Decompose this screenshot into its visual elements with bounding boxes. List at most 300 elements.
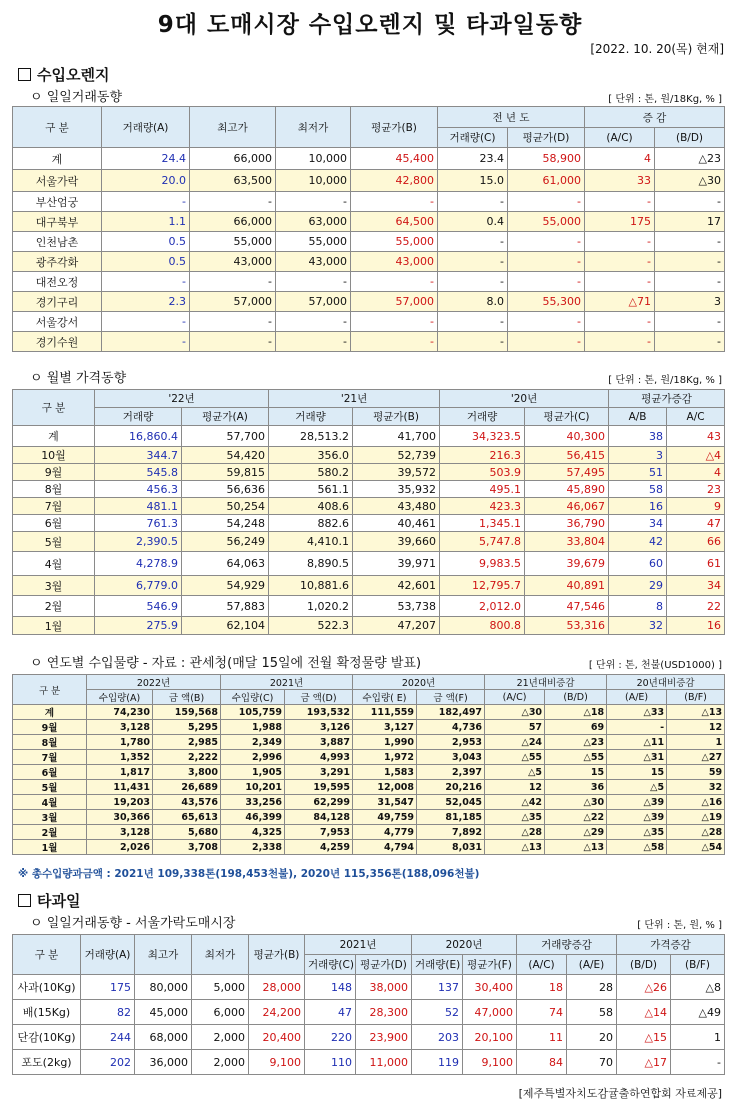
table-cell: 43,000 bbox=[190, 252, 276, 272]
table-row bbox=[13, 272, 725, 292]
table-cell: 33,804 bbox=[525, 532, 609, 552]
col-header: 거래량증감 bbox=[517, 935, 617, 955]
table-cell: 3,128 bbox=[87, 720, 153, 735]
table-cell: 70 bbox=[567, 1050, 617, 1075]
fruit-unit: [ 단위 : 톤, 원, % ] bbox=[637, 920, 722, 931]
table-cell: 18 bbox=[517, 975, 567, 1000]
monthly-unit: [ 단위 : 톤, 원/18Kg, % ] bbox=[608, 375, 722, 386]
table-row bbox=[13, 464, 725, 481]
table-cell: - bbox=[102, 312, 190, 332]
table-cell: 10,201 bbox=[221, 780, 285, 795]
row-label: 9월 bbox=[13, 464, 95, 481]
col-header: 2020년 bbox=[353, 675, 485, 690]
col-header: 거래량(E) bbox=[412, 955, 463, 975]
table-cell: - bbox=[276, 192, 351, 212]
table-cell: 1,780 bbox=[87, 735, 153, 750]
table-cell: 57,000 bbox=[276, 292, 351, 312]
table-cell: 60 bbox=[609, 552, 667, 576]
checkbox-square-icon bbox=[18, 68, 31, 81]
table-cell: 56,636 bbox=[182, 481, 269, 498]
table-cell: 4,325 bbox=[221, 825, 285, 840]
table-cell: 3,291 bbox=[285, 765, 353, 780]
table-cell: - bbox=[438, 252, 508, 272]
table-cell: 216.3 bbox=[440, 447, 525, 464]
table-row bbox=[13, 292, 725, 312]
table-cell: 54,929 bbox=[182, 576, 269, 596]
table-cell: 800.8 bbox=[440, 617, 525, 635]
table-cell: 50,254 bbox=[182, 498, 269, 515]
table-cell: 1,817 bbox=[87, 765, 153, 780]
table-cell: 53,738 bbox=[353, 596, 440, 617]
row-label: 배(15Kg) bbox=[13, 1000, 81, 1025]
table-cell: 8,031 bbox=[417, 840, 485, 855]
table-cell: 119 bbox=[412, 1050, 463, 1075]
table-cell: 4 bbox=[667, 464, 725, 481]
table-cell: 761.3 bbox=[95, 515, 182, 532]
col-header: 거래량 bbox=[269, 408, 353, 426]
table-row bbox=[13, 720, 725, 735]
table-cell: △33 bbox=[607, 705, 667, 720]
table-row bbox=[13, 750, 725, 765]
table-cell: 54,420 bbox=[182, 447, 269, 464]
table-cell: 0.5 bbox=[102, 232, 190, 252]
table-cell: 2,953 bbox=[417, 735, 485, 750]
table-cell: △16 bbox=[667, 795, 725, 810]
table-cell: 12,795.7 bbox=[440, 576, 525, 596]
table-cell: 32 bbox=[667, 780, 725, 795]
table-cell: 2.3 bbox=[102, 292, 190, 312]
table-row bbox=[13, 1050, 725, 1075]
col-header: A/C bbox=[667, 408, 725, 426]
row-label: 단감(10Kg) bbox=[13, 1025, 81, 1050]
table-cell: △31 bbox=[607, 750, 667, 765]
table-cell: △19 bbox=[667, 810, 725, 825]
table-cell: 41,700 bbox=[353, 426, 440, 447]
table-row bbox=[13, 1025, 725, 1050]
table-cell: 36 bbox=[545, 780, 607, 795]
table-cell: 10,000 bbox=[276, 148, 351, 170]
table-cell: - bbox=[276, 332, 351, 352]
table-cell: 10,881.6 bbox=[269, 576, 353, 596]
table-cell: 74,230 bbox=[87, 705, 153, 720]
table-cell: - bbox=[438, 272, 508, 292]
col-header: 거래량 bbox=[95, 408, 182, 426]
table-cell: 4 bbox=[585, 148, 655, 170]
table-cell: △55 bbox=[545, 750, 607, 765]
table-cell: 34,323.5 bbox=[440, 426, 525, 447]
table-cell: △26 bbox=[617, 975, 671, 1000]
daily-subtitle: ㅇ 일일거래동향 bbox=[30, 90, 123, 105]
table-row bbox=[13, 795, 725, 810]
table-cell: 45,000 bbox=[135, 1000, 192, 1025]
row-label: 2월 bbox=[13, 825, 87, 840]
table-cell: △18 bbox=[545, 705, 607, 720]
total-row bbox=[13, 705, 725, 720]
table-cell: 59,815 bbox=[182, 464, 269, 481]
table-cell: 52,739 bbox=[353, 447, 440, 464]
table-cell: - bbox=[351, 192, 438, 212]
table-cell: △5 bbox=[607, 780, 667, 795]
row-label: 대구북부 bbox=[13, 212, 102, 232]
table-cell: - bbox=[438, 232, 508, 252]
table-cell: 47,000 bbox=[463, 1000, 517, 1025]
table-cell: 9,100 bbox=[249, 1050, 305, 1075]
table-cell: 15 bbox=[545, 765, 607, 780]
table-row bbox=[13, 170, 725, 192]
table-cell: 19,595 bbox=[285, 780, 353, 795]
table-cell: 52 bbox=[412, 1000, 463, 1025]
table-cell: 11 bbox=[517, 1025, 567, 1050]
table-cell: 344.7 bbox=[95, 447, 182, 464]
col-header: '21년 bbox=[269, 390, 440, 408]
table-cell: 39,660 bbox=[353, 532, 440, 552]
table-cell: 137 bbox=[412, 975, 463, 1000]
col-header: (B/F) bbox=[667, 690, 725, 705]
table-cell: 42 bbox=[609, 532, 667, 552]
yearly-table bbox=[12, 674, 725, 855]
col-header: 평균가(C) bbox=[525, 408, 609, 426]
table-row bbox=[13, 975, 725, 1000]
table-cell: 3 bbox=[655, 292, 725, 312]
table-cell: 0.5 bbox=[102, 252, 190, 272]
table-cell: 2,026 bbox=[87, 840, 153, 855]
table-cell: △29 bbox=[545, 825, 607, 840]
table-cell: 23 bbox=[667, 481, 725, 498]
table-row bbox=[13, 481, 725, 498]
table-cell: 503.9 bbox=[440, 464, 525, 481]
row-label: 광주각화 bbox=[13, 252, 102, 272]
table-cell: 1,020.2 bbox=[269, 596, 353, 617]
table-cell: 36,790 bbox=[525, 515, 609, 532]
row-label: 7월 bbox=[13, 498, 95, 515]
table-cell: 7,953 bbox=[285, 825, 353, 840]
table-cell: 38,000 bbox=[356, 975, 412, 1000]
row-label: 6월 bbox=[13, 515, 95, 532]
table-cell: 57,700 bbox=[182, 426, 269, 447]
col-header: 거래량(C) bbox=[438, 128, 508, 148]
table-cell: 1,352 bbox=[87, 750, 153, 765]
table-cell: - bbox=[607, 720, 667, 735]
table-cell: 28,000 bbox=[249, 975, 305, 1000]
table-cell: △55 bbox=[485, 750, 545, 765]
table-cell: △4 bbox=[667, 447, 725, 464]
table-cell: △13 bbox=[485, 840, 545, 855]
table-cell: 40,891 bbox=[525, 576, 609, 596]
yearly-note: ※ 총수입량과금액 : 2021년 109,338톤(198,453천불), 2020년 115,356톤(188,096천불) bbox=[18, 868, 480, 880]
row-label: 1월 bbox=[13, 840, 87, 855]
table-row bbox=[13, 735, 725, 750]
table-cell: 58 bbox=[609, 481, 667, 498]
table-cell: 62,104 bbox=[182, 617, 269, 635]
table-cell: 23.4 bbox=[438, 148, 508, 170]
table-cell: 3,887 bbox=[285, 735, 353, 750]
table-cell: 356.0 bbox=[269, 447, 353, 464]
table-cell: 580.2 bbox=[269, 464, 353, 481]
table-cell: 57 bbox=[485, 720, 545, 735]
table-cell: 28,513.2 bbox=[269, 426, 353, 447]
table-row bbox=[13, 212, 725, 232]
table-cell: 111,559 bbox=[353, 705, 417, 720]
col-header: (B/D) bbox=[617, 955, 671, 975]
table-cell: 20,400 bbox=[249, 1025, 305, 1050]
table-cell: 40,300 bbox=[525, 426, 609, 447]
table-cell: 84 bbox=[517, 1050, 567, 1075]
col-header: 거래량 bbox=[440, 408, 525, 426]
row-label: 6월 bbox=[13, 765, 87, 780]
row-label: 서울가락 bbox=[13, 170, 102, 192]
table-cell: 66,000 bbox=[190, 148, 276, 170]
table-cell: △58 bbox=[607, 840, 667, 855]
table-cell: - bbox=[655, 332, 725, 352]
table-cell: - bbox=[438, 312, 508, 332]
table-cell: 43,480 bbox=[353, 498, 440, 515]
table-cell: △42 bbox=[485, 795, 545, 810]
table-cell: 12 bbox=[667, 720, 725, 735]
table-row bbox=[13, 617, 725, 635]
table-cell: △13 bbox=[545, 840, 607, 855]
table-cell: 15.0 bbox=[438, 170, 508, 192]
table-cell: 74 bbox=[517, 1000, 567, 1025]
table-cell: 1,972 bbox=[353, 750, 417, 765]
table-cell: 39,572 bbox=[353, 464, 440, 481]
table-cell: 148 bbox=[305, 975, 356, 1000]
table-cell: △71 bbox=[585, 292, 655, 312]
table-cell: 19,203 bbox=[87, 795, 153, 810]
table-cell: - bbox=[276, 312, 351, 332]
table-cell: - bbox=[190, 312, 276, 332]
table-cell: 4,736 bbox=[417, 720, 485, 735]
table-cell: 2,000 bbox=[192, 1025, 249, 1050]
table-cell: 29 bbox=[609, 576, 667, 596]
table-cell: 522.3 bbox=[269, 617, 353, 635]
table-cell: 244 bbox=[81, 1025, 135, 1050]
table-cell: 58,900 bbox=[508, 148, 585, 170]
table-cell: 5,747.8 bbox=[440, 532, 525, 552]
col-header: 수입량( E) bbox=[353, 690, 417, 705]
table-cell: 4,259 bbox=[285, 840, 353, 855]
table-row bbox=[13, 765, 725, 780]
table-cell: 52,045 bbox=[417, 795, 485, 810]
table-cell: 38 bbox=[609, 426, 667, 447]
col-header: 2020년 bbox=[412, 935, 517, 955]
col-header: 최저가 bbox=[276, 107, 351, 148]
table-row bbox=[13, 576, 725, 596]
table-row bbox=[13, 780, 725, 795]
col-header: 평균가(B) bbox=[353, 408, 440, 426]
table-cell: △30 bbox=[655, 170, 725, 192]
table-cell: 2,012.0 bbox=[440, 596, 525, 617]
table-cell: 54,248 bbox=[182, 515, 269, 532]
table-row bbox=[13, 232, 725, 252]
col-header: '22년 bbox=[95, 390, 269, 408]
table-cell: 55,000 bbox=[351, 232, 438, 252]
table-cell: △49 bbox=[671, 1000, 725, 1025]
table-cell: △35 bbox=[607, 825, 667, 840]
table-cell: 11,431 bbox=[87, 780, 153, 795]
table-cell: 16 bbox=[609, 498, 667, 515]
table-cell: - bbox=[190, 272, 276, 292]
table-cell: 39,679 bbox=[525, 552, 609, 576]
row-label: 3월 bbox=[13, 810, 87, 825]
table-cell: 4,278.9 bbox=[95, 552, 182, 576]
table-cell: 2,349 bbox=[221, 735, 285, 750]
col-header: 금 액(F) bbox=[417, 690, 485, 705]
row-label: 1월 bbox=[13, 617, 95, 635]
table-cell: 203 bbox=[412, 1025, 463, 1050]
table-cell: △54 bbox=[667, 840, 725, 855]
table-cell: - bbox=[508, 312, 585, 332]
table-cell: 11,000 bbox=[356, 1050, 412, 1075]
table-cell: 47,207 bbox=[353, 617, 440, 635]
table-cell: 68,000 bbox=[135, 1025, 192, 1050]
table-cell: 20,216 bbox=[417, 780, 485, 795]
col-header: (A/E) bbox=[567, 955, 617, 975]
table-cell: 0.4 bbox=[438, 212, 508, 232]
table-cell: 35,932 bbox=[353, 481, 440, 498]
table-cell: 175 bbox=[585, 212, 655, 232]
table-row bbox=[13, 810, 725, 825]
table-cell: 55,000 bbox=[508, 212, 585, 232]
row-label: 서울강서 bbox=[13, 312, 102, 332]
table-cell: 42,800 bbox=[351, 170, 438, 192]
table-row bbox=[13, 1000, 725, 1025]
yearly-subtitle: ㅇ 연도별 수입물량 - 자료 : 관세청(매달 15일에 전월 확정물량 발표) bbox=[30, 656, 422, 671]
table-cell: 182,497 bbox=[417, 705, 485, 720]
table-cell: 56,249 bbox=[182, 532, 269, 552]
table-cell: 17 bbox=[655, 212, 725, 232]
table-cell: 61 bbox=[667, 552, 725, 576]
table-cell: 20,100 bbox=[463, 1025, 517, 1050]
table-cell: △22 bbox=[545, 810, 607, 825]
table-cell: 16,860.4 bbox=[95, 426, 182, 447]
row-label: 인천남촌 bbox=[13, 232, 102, 252]
table-cell: 63,500 bbox=[190, 170, 276, 192]
table-cell: 408.6 bbox=[269, 498, 353, 515]
col-header: 수입량(A) bbox=[87, 690, 153, 705]
table-cell: - bbox=[655, 312, 725, 332]
table-cell: 39,971 bbox=[353, 552, 440, 576]
table-cell: - bbox=[655, 232, 725, 252]
table-cell: - bbox=[190, 192, 276, 212]
col-header: 증 감 bbox=[585, 107, 725, 128]
table-cell: 202 bbox=[81, 1050, 135, 1075]
table-cell: - bbox=[585, 272, 655, 292]
table-cell: 64,500 bbox=[351, 212, 438, 232]
row-label: 3월 bbox=[13, 576, 95, 596]
table-cell: △39 bbox=[607, 795, 667, 810]
col-header: 2021년 bbox=[221, 675, 353, 690]
table-cell: - bbox=[438, 192, 508, 212]
table-cell: 84,128 bbox=[285, 810, 353, 825]
table-cell: 4,794 bbox=[353, 840, 417, 855]
table-cell: 46,067 bbox=[525, 498, 609, 515]
table-row bbox=[13, 312, 725, 332]
table-cell: 2,397 bbox=[417, 765, 485, 780]
table-cell: - bbox=[508, 332, 585, 352]
fruit-table bbox=[12, 934, 725, 1075]
col-header: 평균가(F) bbox=[463, 955, 517, 975]
table-cell: 58 bbox=[567, 1000, 617, 1025]
table-cell: 66 bbox=[667, 532, 725, 552]
table-cell: - bbox=[351, 312, 438, 332]
table-cell: 6,000 bbox=[192, 1000, 249, 1025]
table-cell: 47 bbox=[305, 1000, 356, 1025]
table-cell: 61,000 bbox=[508, 170, 585, 192]
page-title: 9대 도매시장 수입오렌지 및 타과일동향 bbox=[157, 12, 583, 38]
table-row bbox=[13, 332, 725, 352]
row-label: 4월 bbox=[13, 552, 95, 576]
table-cell: 2,338 bbox=[221, 840, 285, 855]
col-header: 최저가 bbox=[192, 935, 249, 975]
table-cell: 5,295 bbox=[153, 720, 221, 735]
table-cell: 1.1 bbox=[102, 212, 190, 232]
table-cell: 3,043 bbox=[417, 750, 485, 765]
table-row bbox=[13, 840, 725, 855]
table-cell: 22 bbox=[667, 596, 725, 617]
col-header: 평균가(D) bbox=[508, 128, 585, 148]
col-header: 전 년 도 bbox=[438, 107, 585, 128]
table-cell: 33 bbox=[585, 170, 655, 192]
table-cell: 30,366 bbox=[87, 810, 153, 825]
table-cell: 46,399 bbox=[221, 810, 285, 825]
table-cell: 34 bbox=[609, 515, 667, 532]
table-cell: 220 bbox=[305, 1025, 356, 1050]
col-header: 평균가(A) bbox=[182, 408, 269, 426]
table-cell: 43,576 bbox=[153, 795, 221, 810]
row-label: 계 bbox=[13, 705, 87, 720]
table-cell: 1,905 bbox=[221, 765, 285, 780]
row-label: 경기수원 bbox=[13, 332, 102, 352]
table-cell: 9,100 bbox=[463, 1050, 517, 1075]
col-header: 최고가 bbox=[135, 935, 192, 975]
table-cell: △27 bbox=[667, 750, 725, 765]
table-cell: △23 bbox=[545, 735, 607, 750]
col-header: 수입량(C) bbox=[221, 690, 285, 705]
col-header: 최고가 bbox=[190, 107, 276, 148]
table-cell: △39 bbox=[607, 810, 667, 825]
table-cell: 62,299 bbox=[285, 795, 353, 810]
table-cell: 55,000 bbox=[190, 232, 276, 252]
col-header: 금 액(B) bbox=[153, 690, 221, 705]
table-cell: - bbox=[671, 1050, 725, 1075]
yearly-unit: [ 단위 : 톤, 천불(USD1000) ] bbox=[588, 660, 722, 671]
table-cell: 24.4 bbox=[102, 148, 190, 170]
table-cell: 5,000 bbox=[192, 975, 249, 1000]
table-cell: 175 bbox=[81, 975, 135, 1000]
table-cell: △30 bbox=[545, 795, 607, 810]
table-cell: △13 bbox=[667, 705, 725, 720]
table-cell: 55,300 bbox=[508, 292, 585, 312]
table-cell: 16 bbox=[667, 617, 725, 635]
row-label: 부산엄궁 bbox=[13, 192, 102, 212]
table-cell: 69 bbox=[545, 720, 607, 735]
col-header: 금 액(D) bbox=[285, 690, 353, 705]
report-date: [2022. 10. 20(목) 현재] bbox=[590, 42, 724, 56]
table-cell: - bbox=[655, 192, 725, 212]
col-header: 구 분 bbox=[13, 107, 102, 148]
col-header: '20년 bbox=[440, 390, 609, 408]
table-cell: 43,000 bbox=[351, 252, 438, 272]
checkbox-square-icon bbox=[18, 894, 31, 907]
table-cell: 65,613 bbox=[153, 810, 221, 825]
table-cell: - bbox=[585, 252, 655, 272]
col-header: (A/C) bbox=[585, 128, 655, 148]
table-cell: 57,000 bbox=[351, 292, 438, 312]
table-cell: 36,000 bbox=[135, 1050, 192, 1075]
table-row bbox=[13, 498, 725, 515]
col-header: 2021년 bbox=[305, 935, 412, 955]
table-row bbox=[13, 447, 725, 464]
